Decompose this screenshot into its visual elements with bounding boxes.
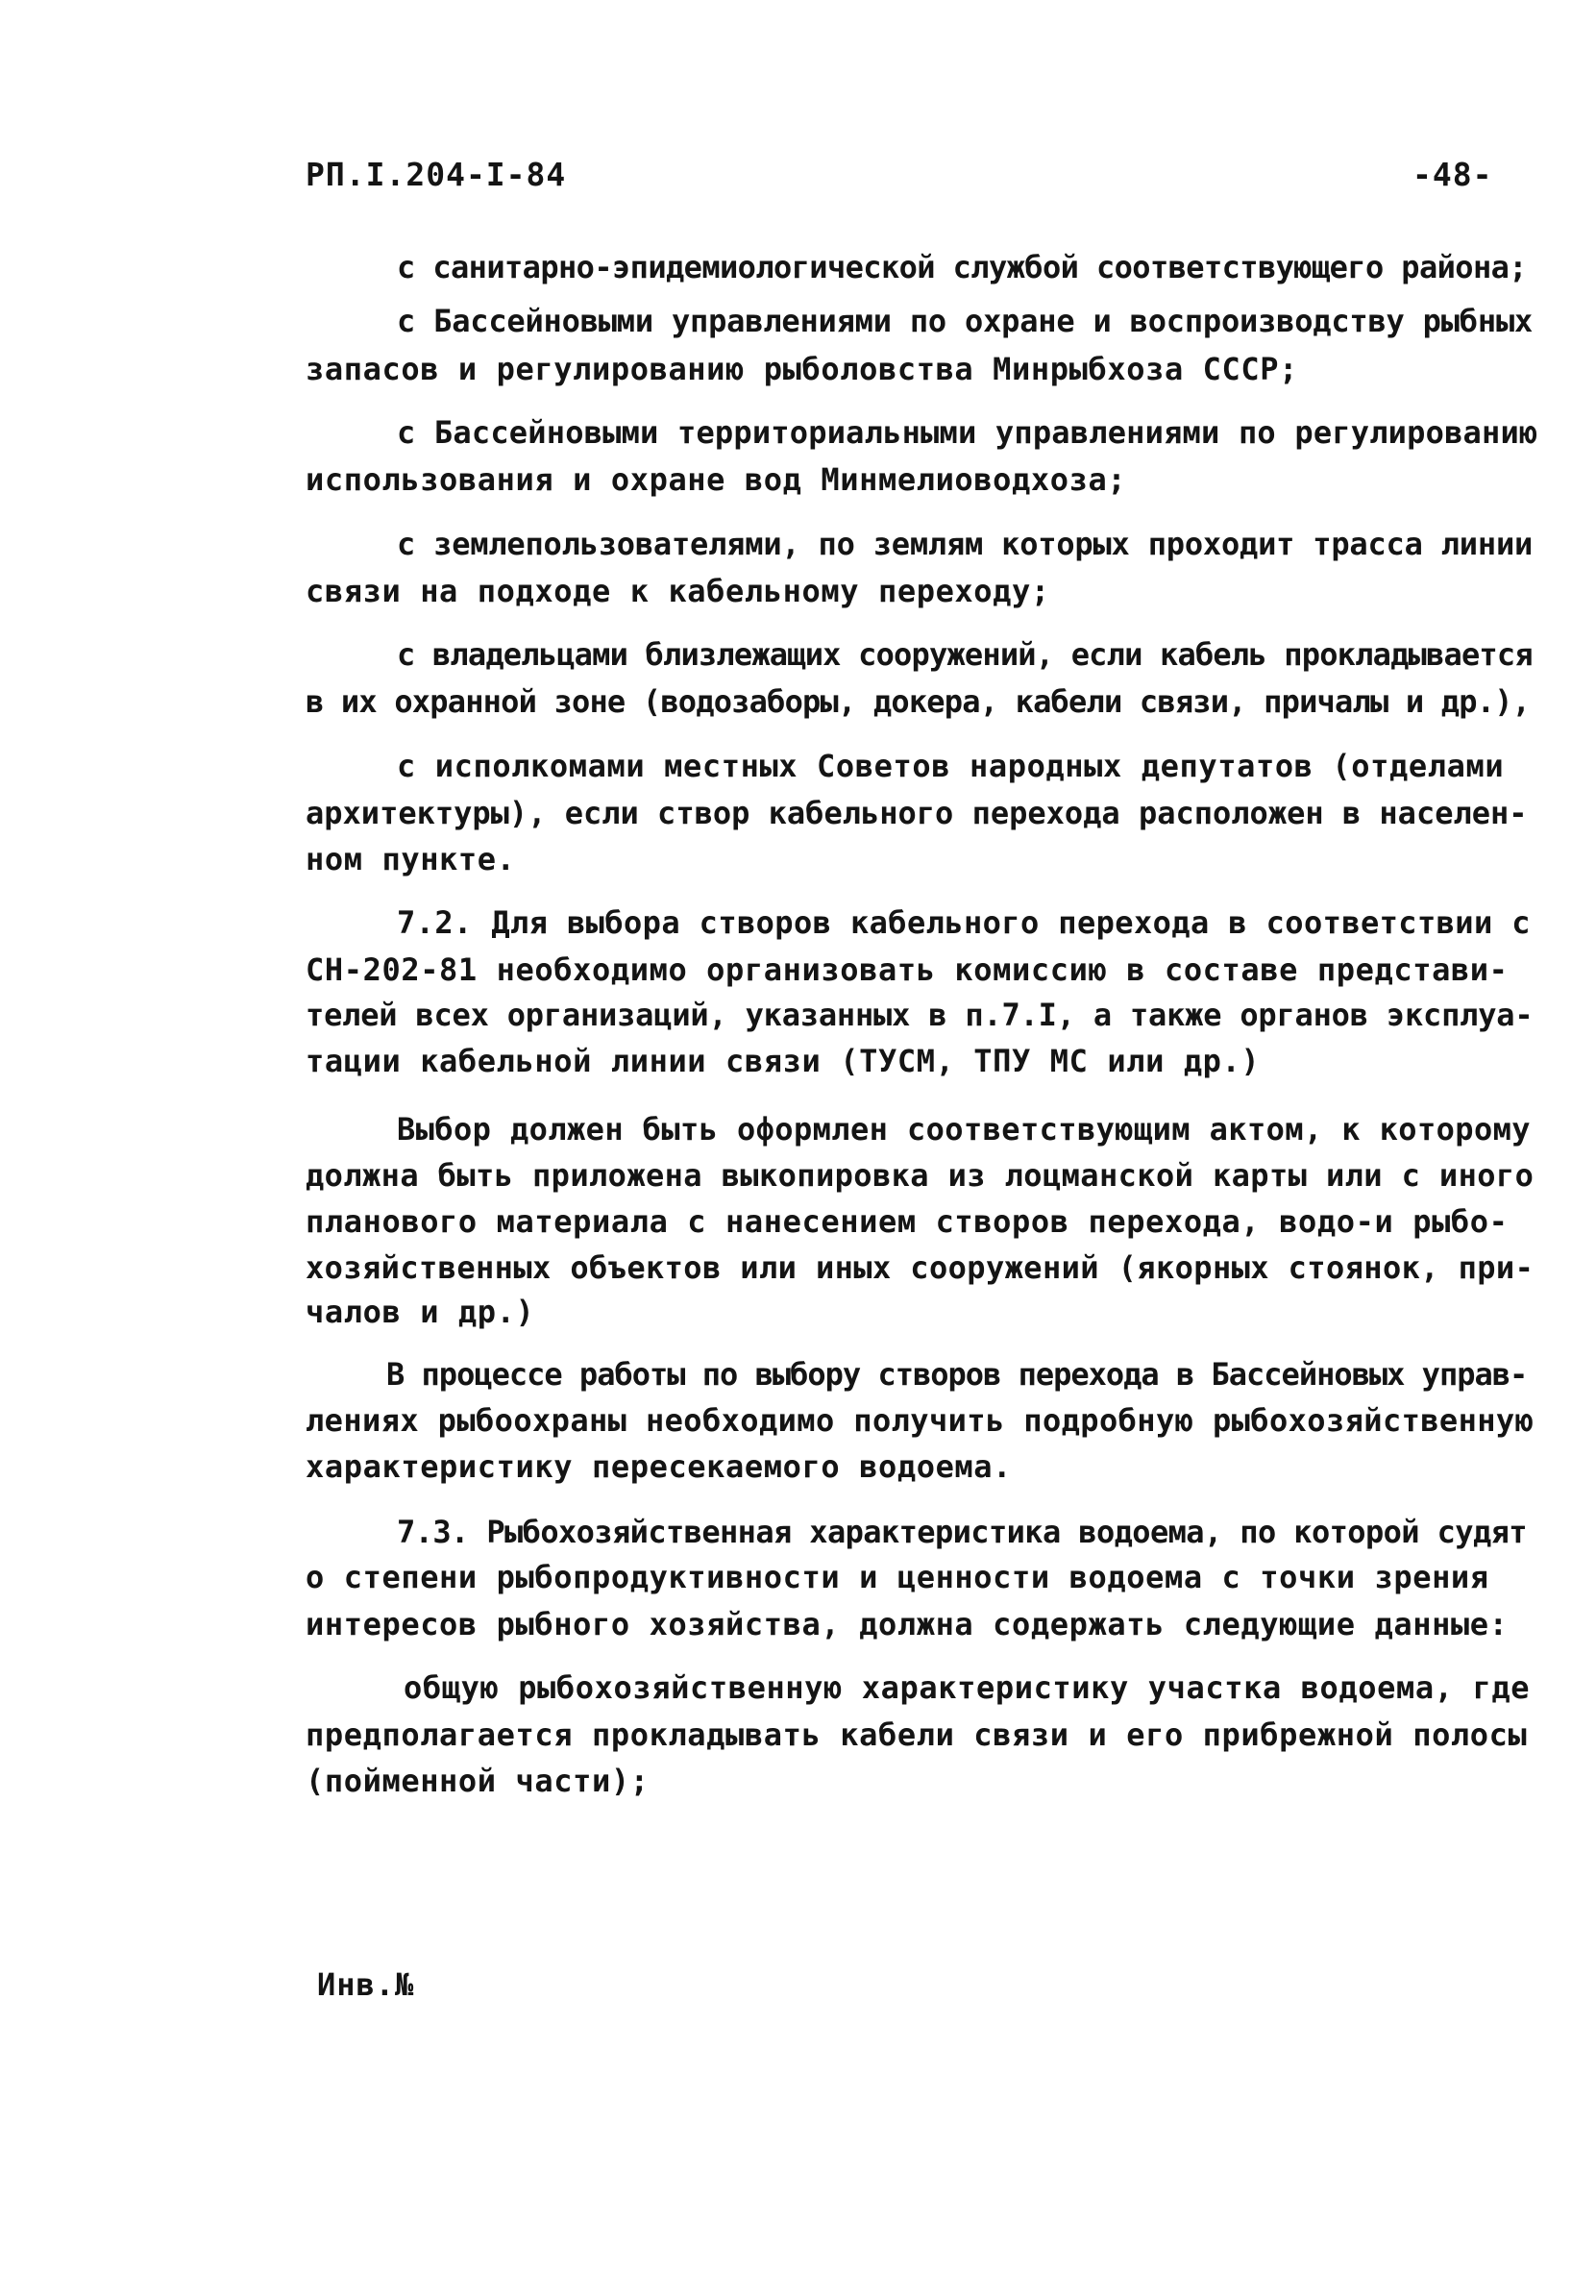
- paragraph-line: (пойменной части);: [306, 1763, 650, 1799]
- paragraph-line: Выбор должен быть оформлен соответствующим актом, к которому: [397, 1111, 1531, 1148]
- paragraph-line: ном пункте.: [306, 841, 516, 877]
- paragraph-line: с санитарно-эпидемиологической службой соответствующего района;: [397, 249, 1527, 285]
- paragraph-line: тации кабельной линии связи (ТУСМ, ТПУ МС или др.): [306, 1043, 1261, 1079]
- paragraph-line: характеристику пересекаемого водоема.: [306, 1448, 1013, 1485]
- paragraph-line: в их охранной зоне (водозаборы, докера, кабели связи, причалы и др.),: [306, 683, 1531, 720]
- paragraph-line: общую рыбохозяйственную характеристику участка водоема, где: [404, 1669, 1531, 1706]
- document-code: РП.I.204-I-84: [306, 156, 567, 193]
- paragraph-line: СН-202-81 необходимо организовать комиссию в составе представи-: [306, 951, 1509, 988]
- paragraph-line: с землепользователями, по землям которых проходит трасса линии: [397, 526, 1534, 562]
- paragraph-line: с Бассейновыми управлениями по охране и воспроизводству рыбных: [397, 303, 1534, 339]
- paragraph-line: использования и охране вод Минмелиоводхоза;: [306, 461, 1127, 498]
- paragraph-line: чалов и др.): [306, 1294, 535, 1330]
- paragraph-line: телей всех организаций, указанных в п.7.I, а также органов эксплуа-: [306, 997, 1534, 1033]
- paragraph-line: о степени рыбопродуктивности и ценности водоема с точки зрения: [306, 1559, 1489, 1595]
- paragraph-line: связи на подходе к кабельному переходу;: [306, 573, 1050, 609]
- paragraph-line: запасов и регулированию рыболовства Минрыбхоза СССР;: [306, 351, 1299, 387]
- inventory-label: Инв.№: [317, 1966, 415, 2003]
- paragraph-line: интересов рыбного хозяйства, должна содержать следующие данные:: [306, 1606, 1509, 1642]
- paragraph-line: с исполкомами местных Советов народных депутатов (отделами: [397, 748, 1505, 784]
- page-number: -48-: [1412, 156, 1493, 193]
- paragraph-line: планового материала с нанесением створов перехода, водо-и рыбо-: [306, 1203, 1509, 1240]
- paragraph-line: 7.2. Для выбора створов кабельного перехода в соответствии с: [397, 904, 1531, 941]
- paragraph-line: В процессе работы по выбору створов перехода в Бассейновых управ-: [386, 1356, 1528, 1393]
- paragraph-line: архитектуры), если створ кабельного перехода расположен в населен-: [306, 795, 1528, 831]
- paragraph-line: 7.3. Рыбохозяйственная характеристика водоема, по которой судят: [397, 1514, 1527, 1550]
- paragraph-line: предполагается прокладывать кабели связи и его прибрежной полосы: [306, 1716, 1528, 1753]
- paragraph-line: должна быть приложена выкопировка из лоцманской карты или с иного: [306, 1157, 1535, 1194]
- paragraph-line: лениях рыбоохраны необходимо получить подробную рыбохозяйственную: [306, 1402, 1535, 1439]
- paragraph-line: с владельцами близлежащих сооружений, если кабель прокладывается: [397, 636, 1533, 673]
- paragraph-line: хозяйственных объектов или иных сооружений (якорных стоянок, при-: [306, 1249, 1535, 1286]
- paragraph-line: с Бассейновыми территориальными управлениями по регулированию: [397, 414, 1538, 451]
